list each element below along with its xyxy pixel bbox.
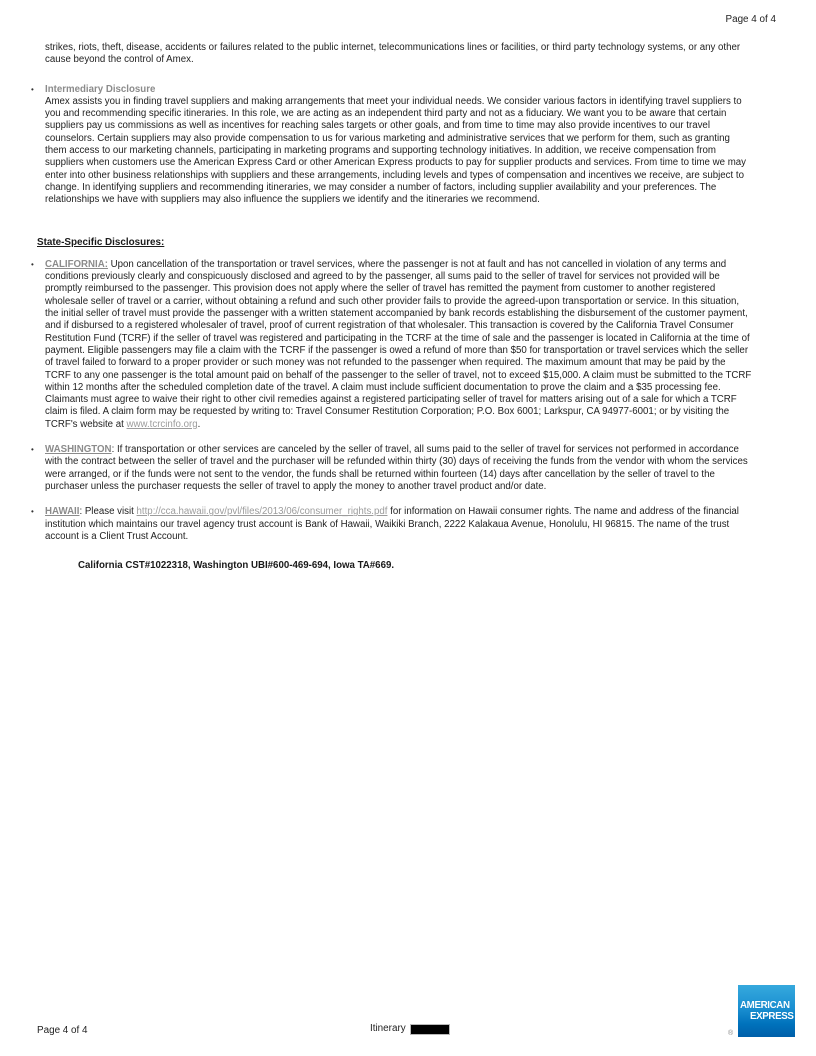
- hawaii-consumer-rights-link[interactable]: http://cca.hawaii.gov/pvl/files/2013/06/consumer_rights.pdf: [136, 506, 388, 518]
- itinerary-label: Itinerary: [370, 1023, 406, 1034]
- continuation-paragraph: strikes, riots, theft, disease, accidents or failures related to the public internet, telecommunications lines or facilities, or third party technology systems, or any other cause beyond the control of Amex.: [45, 42, 741, 66]
- registered-trademark-icon: ®: [728, 1029, 734, 1037]
- washington-body: : If transportation or other services are canceled by the seller of travel, all sums paid to the seller of travel for services not performed in accordance with the contract between the seller of travel and the purchaser will be refunded within thirty (30) days of receiving the funds from the vendor with whom the services were arranged, or if the funds were not sent to the vendor, the funds shall be returned within fourteen (14) days after cancellation by the seller of travel to the purchaser unless the purchaser requests the seller of travel to apply the money to another travel product and/or date.: [45, 444, 748, 492]
- california-body: Upon cancellation of the transportation or travel services, where the passenger is not at fault and has not cancelled in violation of any terms and conditions previously clearly and conspicuously disclosed and agreed to by the passenger, all sums paid to the seller of travel for services not provided will be promptly reimbursed to the passenger. This provision does not apply where the seller of travel has remitted the payment from customer to another registered wholesale seller of travel or a carrier, without obtaining a refund and such other provider fails to provide the agreed-upon transportation or service. In this situation, the initial seller of travel must provide the passenger with a written statement accompanied by bank records establishing the disbursement of the customer payment, and if disbursed to a registered wholesaler of travel, proof of current registration of that wholesaler. This transaction is covered by the California Travel Consumer Restitution Fund (TCRF) if the seller of travel was registered and participating in the TCRF at the time of sale and the passenger is located in California at the time of payment. Eligible passengers may file a claim with the TCRF if the passenger is owed a refund of more than $50 for transportation or travel services which the seller of travel failed to forward to a proper provider or such money was not refunded to the passenger when required. The maximum amount that may be paid by the TCRF to any one passenger is the total amount paid on behalf of the passenger to the seller of travel, not to exceed $15,000. A claim must be submitted to the TCRF within 12 months after the scheduled completion date of the travel. A claim must include sufficient documentation to prove the claim and a $35 processing fee. Claimants must agree to waive their right to other civil remedies against a registered participating seller of travel for matters arising out of a sale for which a TCRF claim is filed. A claim form may be requested by writing to: Travel Consumer Restitution Corporation; P.O. Box 6001; Larkspur, CA 94977-6001; or by visiting the TCRF's website at: [45, 258, 752, 430]
- hawaii-disclosure-paragraph: [45, 506, 753, 543]
- american-express-logo: [728, 985, 795, 1037]
- amex-logo-line1: AMERICAN: [740, 999, 790, 1011]
- state-registration-numbers: California CST#1022318, Washington UBI#600-469-694, Iowa TA#669.: [78, 560, 395, 572]
- header-page-number: Page 4 of 4: [725, 14, 776, 25]
- amex-logo-line2: EXPRESS: [750, 1010, 794, 1022]
- hawaii-body-end: for information on Hawaii consumer rights. The name and address of the financial institution which maintains our travel agency trust account is Bank of Hawaii, Waikiki Branch, 2222 Kalakaua Avenue, Honolulu, HI 96815. The name of the trust account is a Client Trust Account.: [45, 506, 739, 542]
- bullet-icon: •: [31, 445, 34, 455]
- hawaii-disclosure-section: [31, 506, 753, 543]
- washington-disclosure-paragraph: [45, 444, 753, 493]
- tcrc-website-link[interactable]: www.tcrcinfo.org: [126, 418, 198, 430]
- california-disclosure-paragraph: [45, 259, 753, 431]
- california-disclosure-section: [31, 259, 753, 431]
- washington-heading: WASHINGTON: [45, 444, 112, 456]
- bullet-icon: •: [31, 84, 34, 94]
- california-heading: CALIFORNIA:: [45, 258, 108, 270]
- document-content: [31, 42, 753, 572]
- footer-itinerary: [370, 1023, 450, 1035]
- intermediary-disclosure-heading: Intermediary Disclosure: [45, 83, 156, 95]
- intermediary-disclosure-body: Amex assists you in finding travel suppliers and making arrangements that meet your individual needs. We consider various factors in identifying travel suppliers to you and recommending specific itineraries. In this role, we are acting as an independent third party and not as a fiduciary. We want you to be aware that certain suppliers pay us commissions as well as incentives for reaching sales targets or other goals, and from time to time may also provide incentives to our travel counselors. Certain suppliers may also provide compensation to us for various marketing and administrative services that we perform for them, such as granting them access to our marketing channels, participating in marketing programs and supporting technology initiatives. In addition, we receive compensation from suppliers when customers use the American Express Card or other American Express products to pay for supplier products and services. From time to time we may enter into other business relationships with suppliers and these arrangements, including levels and types of compensation and incentives we receive, are subject to change. In identifying suppliers and recommending itineraries, we may consider a number of factors, including supplier availability and your preferences. The relationships we have with suppliers may also influence the suppliers we identify and the itineraries we recommend.: [45, 95, 747, 206]
- hawaii-heading: HAWAII: [45, 506, 80, 518]
- bullet-icon: •: [31, 259, 34, 269]
- state-specific-disclosures-heading: State-Specific Disclosures:: [37, 236, 165, 248]
- hawaii-body: : Please visit: [79, 506, 137, 518]
- redacted-itinerary-number: [410, 1024, 450, 1035]
- washington-disclosure-section: [31, 444, 753, 493]
- footer-page-number: Page 4 of 4: [37, 1025, 88, 1036]
- intermediary-disclosure-section: [31, 84, 753, 207]
- bullet-icon: •: [31, 507, 34, 517]
- california-body-end: .: [197, 418, 201, 430]
